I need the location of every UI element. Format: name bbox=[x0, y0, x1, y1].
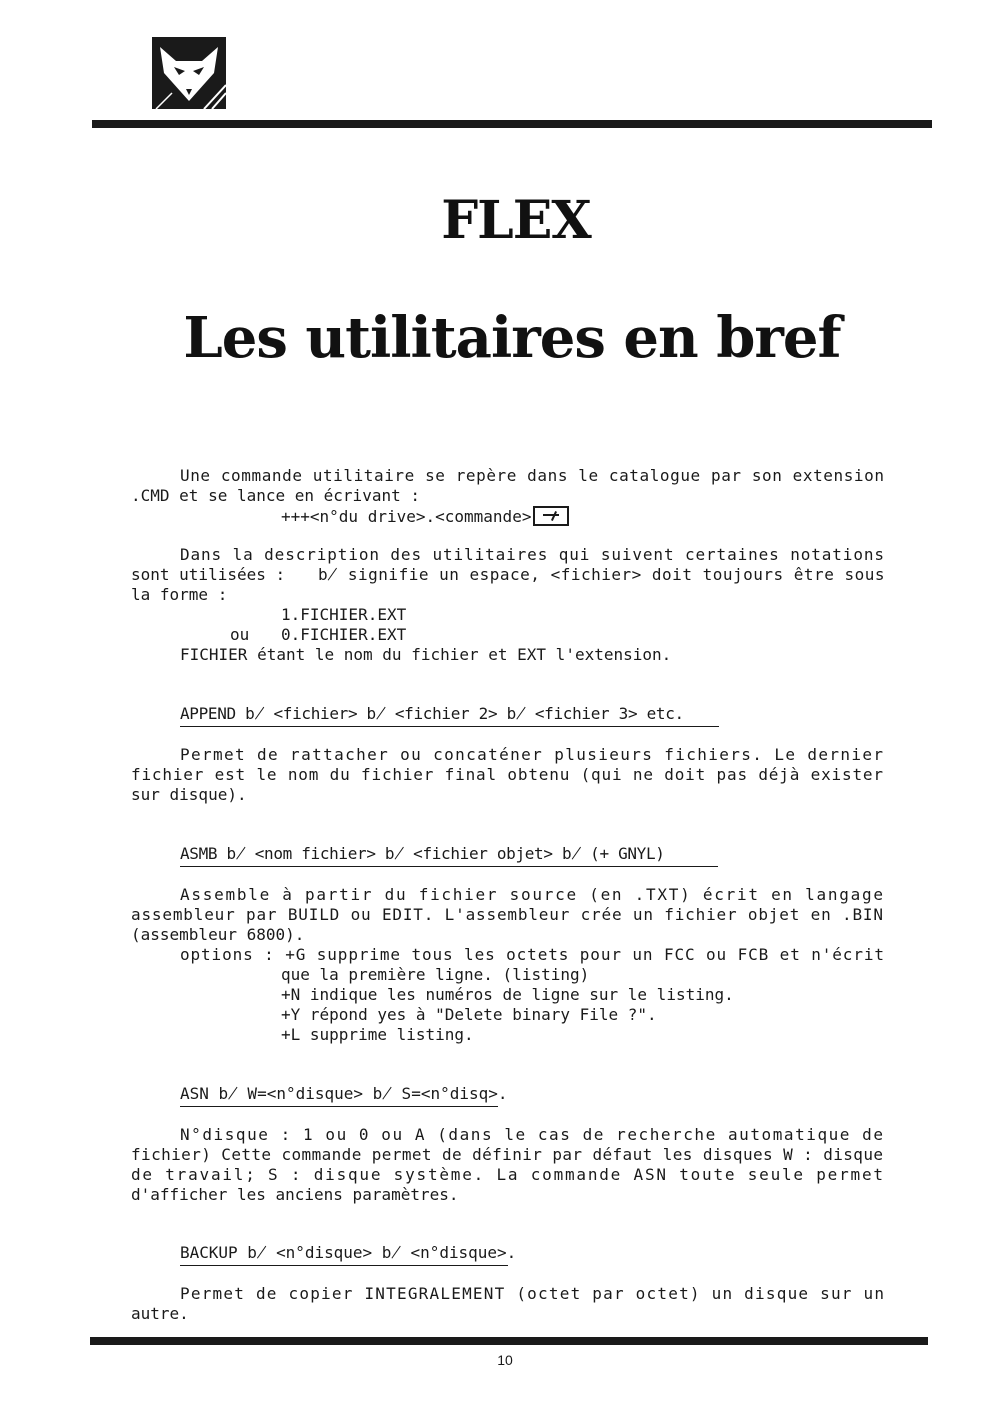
document-subtitle: Les utilitaires en bref bbox=[183, 305, 841, 371]
asn-line-4: d'afficher les anciens paramètres. bbox=[131, 1185, 459, 1204]
example-or: ou bbox=[230, 625, 250, 644]
asn-heading: ASN b̸ W=<n°disque> b̸ S=<n°disq>. bbox=[180, 1084, 498, 1107]
intro-line-2: .CMD et se lance en écrivant : bbox=[131, 486, 420, 505]
return-key-icon bbox=[533, 506, 569, 526]
asmb-line-1: Assemble à partir du fichier source (en .TXT) écrit en langage bbox=[180, 885, 885, 904]
command-syntax-text: +++<n°du drive>.<commande> bbox=[281, 507, 532, 526]
backup-line-1: Permet de copier INTEGRALEMENT (octet par octet) un disque sur un bbox=[180, 1284, 886, 1303]
asn-line-2: fichier) Cette commande permet de définir par défaut les disques W : disque bbox=[131, 1145, 884, 1164]
append-line-3: sur disque). bbox=[131, 785, 247, 804]
asmb-option-y: +Y répond yes à "Delete binary File ?". bbox=[281, 1005, 657, 1024]
asmb-line-3: (assembleur 6800). bbox=[131, 925, 305, 944]
asmb-option-g-cont: que la première ligne. (listing) bbox=[281, 965, 590, 984]
notation-line-1: Dans la description des utilitaires qui suivent certaines notations bbox=[180, 545, 885, 564]
example-1: 1.FICHIER.EXT bbox=[281, 605, 407, 624]
asn-line-1: N°disque : 1 ou 0 ou A (dans le cas de recherche automatique de bbox=[180, 1125, 885, 1144]
asmb-heading: ASMB b̸ <nom fichier> b̸ <fichier objet> b̸ (+ GNYL) bbox=[180, 844, 718, 867]
bottom-rule bbox=[90, 1337, 928, 1345]
backup-line-2: autre. bbox=[131, 1304, 189, 1323]
document-title: FLEX bbox=[441, 190, 591, 251]
append-heading: APPEND b̸ <fichier> b̸ <fichier 2> b̸ <fichier 3> etc. bbox=[180, 704, 719, 727]
asmb-line-2: assembleur par BUILD ou EDIT. L'assembleur crée un fichier objet en .BIN bbox=[131, 905, 884, 924]
page-number: 10 bbox=[497, 1352, 513, 1368]
notation-line-2b: b̸ signifie un espace, <fichier> doit toujours être sous bbox=[318, 565, 885, 584]
append-line-1: Permet de rattacher ou concaténer plusieurs fichiers. Le dernier bbox=[180, 745, 885, 764]
example-2: 0.FICHIER.EXT bbox=[281, 625, 407, 644]
asmb-option-l: +L supprime listing. bbox=[281, 1025, 474, 1044]
backup-heading: BACKUP b̸ <n°disque> b̸ <n°disque>. bbox=[180, 1243, 508, 1266]
top-rule bbox=[92, 120, 932, 128]
fox-logo-icon bbox=[152, 37, 226, 109]
notation-line-2a: sont utilisées : bbox=[131, 565, 286, 584]
asmb-option-g: options : +G supprime tous les octets pour un FCC ou FCB et n'écrit bbox=[180, 945, 885, 964]
asn-line-3: de travail; S : disque système. La commande ASN toute seule permet bbox=[131, 1165, 885, 1184]
append-line-2: fichier est le nom du fichier final obtenu (qui ne doit pas déjà exister bbox=[131, 765, 884, 784]
notation-line-3: la forme : bbox=[131, 585, 228, 604]
asmb-option-n: +N indique les numéros de ligne sur le listing. bbox=[281, 985, 734, 1004]
notation-line-4: FICHIER étant le nom du fichier et EXT l'extension. bbox=[180, 645, 672, 664]
intro-line-1: Une commande utilitaire se repère dans le catalogue par son extension bbox=[180, 466, 885, 485]
intro-command-syntax bbox=[281, 506, 569, 527]
